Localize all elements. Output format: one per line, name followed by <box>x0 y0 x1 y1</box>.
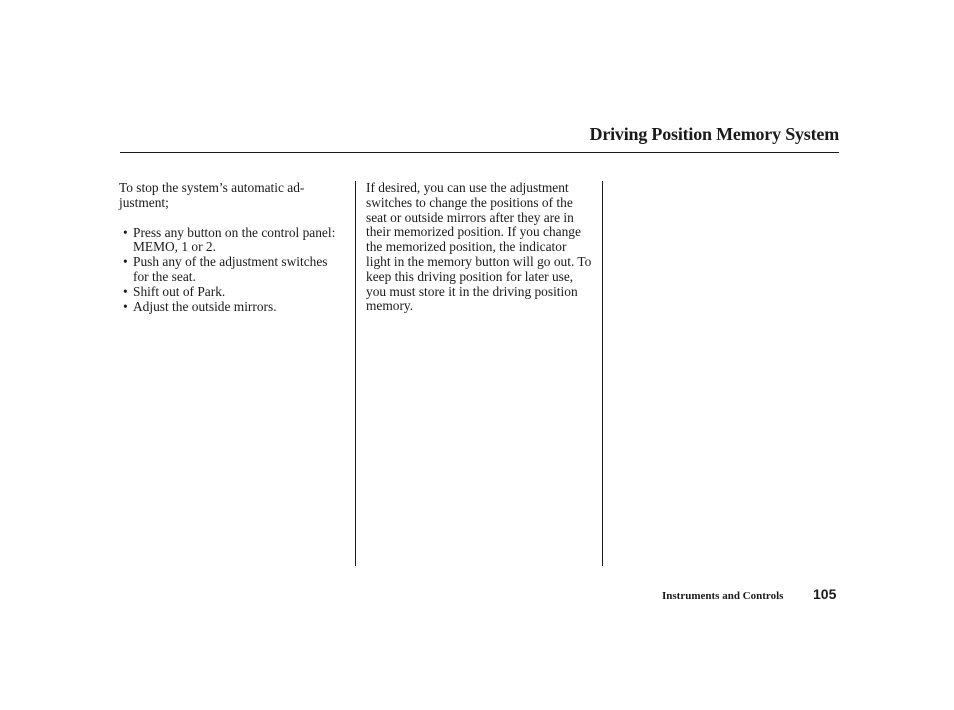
list-item <box>123 285 344 300</box>
body-paragraph: If desired, you can use the adjustment switches to change the positions of the seat or outside mirrors after they are in their memorized position. If you change the memorized position, the indicator light in the memory button will go out. To keep this driving position for later use, you must store it in the driving position memory. <box>366 180 592 314</box>
intro-text: To stop the system’s automatic ad-justment; <box>119 180 305 210</box>
bullet-icon: • <box>123 254 128 270</box>
column-divider <box>355 181 356 566</box>
list-item <box>123 300 344 315</box>
middle-column <box>366 181 594 314</box>
bullet-list <box>119 226 344 315</box>
bullet-icon: • <box>123 224 128 240</box>
bullet-icon: • <box>123 298 128 314</box>
list-item-text: Press any button on the control panel: MEMO, 1 or 2. <box>133 224 336 255</box>
left-column <box>119 181 344 314</box>
list-item-text: Push any of the adjustment switches for the seat. <box>133 254 328 284</box>
list-item-text: Adjust the outside mirrors. <box>133 298 277 314</box>
page-title: Driving Position Memory System <box>589 124 839 144</box>
footer-section-name: Instruments and Controls <box>662 590 784 602</box>
title-rule <box>120 152 839 153</box>
list-item <box>123 226 344 256</box>
bullet-icon: • <box>123 283 128 299</box>
column-divider <box>602 181 603 566</box>
page-number: 105 <box>813 586 837 602</box>
list-item <box>123 255 344 285</box>
list-item-text: Shift out of Park. <box>133 283 226 299</box>
